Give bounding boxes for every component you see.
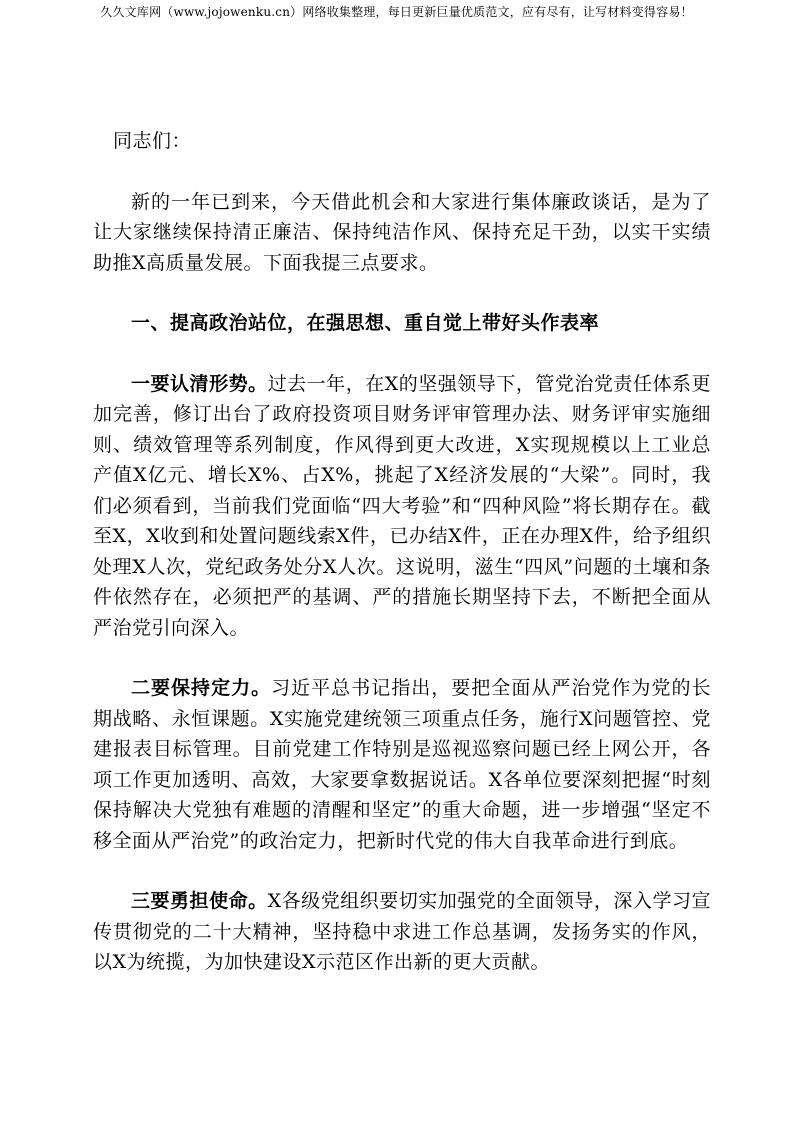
section-heading: 一、提高政治站位，在强思想、重自觉上带好头作表率 bbox=[131, 312, 600, 334]
paragraph-lead: 三要勇担使命。 bbox=[131, 890, 268, 912]
paragraph-lead: 一要认清形势。 bbox=[131, 372, 268, 395]
paragraph-body: 过去一年，在X的坚强领导下，管党治党责任体系更加完善，修订出台了政府投资项目财务评审管理办法、财务评审实施细则、绩效管理等系列制度，作风得到更大改进，X实现规模以上工业总产值X亿元、增长X%、占X%，挑起了X经济发展的“大梁”。同时，我们必须看到，当前我们党面临“四大考验”和“四种风险”将长期存在。截至X，X收到和处置问题线索X件，已办结X件，正在办理X件，给予组织处理X人次，党纪政务处分X人次。这说明，滋生“四风”问题的土壤和条件依然存在，必须把严的基调、严的措施长期坚持下去，不断把全面从严治党引向深入。 bbox=[93, 372, 711, 639]
paragraph-lead: 二要保持定力。 bbox=[131, 677, 272, 699]
page-header: 久久文库网（www.jojowenku.cn）网络收集整理，每日更新巨量优质范文，应有尽有，让写材料变得容易！ bbox=[100, 5, 693, 19]
greeting: 同志们： bbox=[113, 130, 192, 152]
paragraph-mission bbox=[93, 886, 711, 978]
paragraph-body: X各级党组织要切实加强党的全面领导，深入学习宣传贯彻党的二十大精神，坚持稳中求进工作总基调，发扬务实的作风，以X为统揽，为加快建设X示范区作出新的更大贡献。 bbox=[93, 890, 711, 973]
intro-paragraph: 新的一年已到来，今天借此机会和大家进行集体廉政谈话，是为了让大家继续保持清正廉洁、保持纯洁作风、保持充足干劲，以实干实绩助推X高质量发展。下面我提三点要求。 bbox=[93, 190, 711, 274]
document-body bbox=[93, 126, 711, 1008]
paragraph-resolve bbox=[93, 673, 711, 856]
paragraph-body: 习近平总书记指出，要把全面从严治党作为党的长期战略、永恒课题。X实施党建统领三项重点任务，施行X问题管控、党建报表目标管理。目前党建工作特别是巡视巡察问题已经上网公开，各项工作更加透明、高效，大家要拿数据说话。X各单位要深刻把握“时刻保持解决大党独有难题的清醒和坚定”的重大命题，进一步增强“坚定不移全面从严治党”的政治定力，把新时代党的伟大自我革命进行到底。 bbox=[93, 677, 711, 852]
paragraph-situation bbox=[93, 369, 711, 644]
